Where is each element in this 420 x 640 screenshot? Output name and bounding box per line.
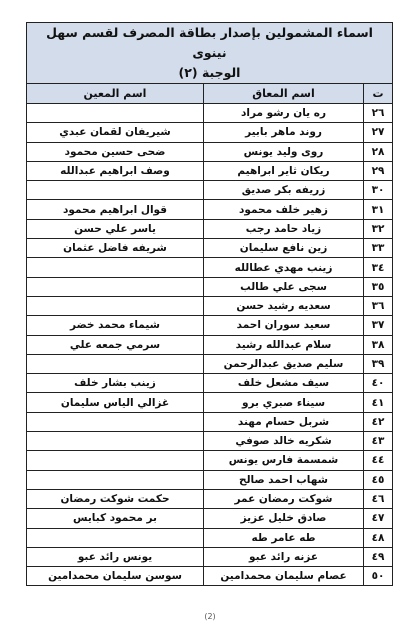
disabled-person-name: شكريه خالد صوفي xyxy=(204,432,364,451)
disabled-person-name: سعديه رشيد حسن xyxy=(204,296,364,315)
helper-name: شريفه فاضل عثمان xyxy=(27,239,204,258)
table-row xyxy=(27,374,393,393)
disabled-person-name: شربل حسام مهند xyxy=(204,412,364,431)
row-number: ٢٦ xyxy=(364,104,393,123)
table-title xyxy=(27,23,393,84)
table-row xyxy=(27,528,393,547)
disabled-person-name: شهاب احمد صالح xyxy=(204,470,364,489)
row-number: ٣٤ xyxy=(364,258,393,277)
disabled-person-name: شوكت رمضان عمر xyxy=(204,489,364,508)
disabled-person-name: عزنه رائد عبو xyxy=(204,547,364,566)
disabled-person-name: طه عامر طه xyxy=(204,528,364,547)
table-row xyxy=(27,239,393,258)
row-number: ٤٤ xyxy=(364,451,393,470)
table-row xyxy=(27,547,393,566)
helper-name xyxy=(27,451,204,470)
disabled-person-name: سجى علي طالب xyxy=(204,277,364,296)
row-number: ٣٣ xyxy=(364,239,393,258)
row-number: ٢٩ xyxy=(364,161,393,180)
row-number: ٣٦ xyxy=(364,296,393,315)
helper-name xyxy=(27,412,204,431)
table-row xyxy=(27,567,393,586)
helper-name xyxy=(27,258,204,277)
table-row xyxy=(27,354,393,373)
disabled-person-name: عصام سليمان محمدامين xyxy=(204,567,364,586)
helper-name xyxy=(27,432,204,451)
disabled-person-name: ره يان رشو مراد xyxy=(204,104,364,123)
helper-name: شيريفان لقمان عبدي xyxy=(27,123,204,142)
row-number: ٤٧ xyxy=(364,509,393,528)
table-row xyxy=(27,393,393,412)
helper-name: زينب بشار خلف xyxy=(27,374,204,393)
disabled-person-name: سليم صديق عبدالرحمن xyxy=(204,354,364,373)
row-number: ٤٠ xyxy=(364,374,393,393)
row-number: ٤١ xyxy=(364,393,393,412)
row-number: ٤٩ xyxy=(364,547,393,566)
row-number: ٤٥ xyxy=(364,470,393,489)
row-number: ٢٧ xyxy=(364,123,393,142)
helper-name: سرمي جمعه علي xyxy=(27,335,204,354)
disabled-person-name: سلام عبدالله رشيد xyxy=(204,335,364,354)
document-page xyxy=(27,22,393,586)
disabled-person-name: سعيد سوران احمد xyxy=(204,316,364,335)
table-body xyxy=(27,104,393,586)
helper-name xyxy=(27,277,204,296)
helper-name xyxy=(27,104,204,123)
header-helper: اسم المعين xyxy=(27,84,204,104)
table-row xyxy=(27,432,393,451)
disabled-person-name: روى وليد يونس xyxy=(204,142,364,161)
page-number: (2) xyxy=(204,612,216,621)
disabled-person-name: سيناء صبري برو xyxy=(204,393,364,412)
helper-name: قوال ابراهيم محمود xyxy=(27,200,204,219)
row-number: ٤٣ xyxy=(364,432,393,451)
disabled-person-name: سيف مشعل خلف xyxy=(204,374,364,393)
header-person: اسم المعاق xyxy=(204,84,364,104)
table-row xyxy=(27,200,393,219)
disabled-person-name: زهير خلف محمود xyxy=(204,200,364,219)
table-row xyxy=(27,489,393,508)
row-number: ٣٢ xyxy=(364,219,393,238)
title-line-1: اسماء المشمولين بإصدار بطاقة المصرف لقسم سهل نينوى xyxy=(46,25,373,60)
table-row xyxy=(27,142,393,161)
row-number: ٣٩ xyxy=(364,354,393,373)
helper-name: يونس رائد عبو xyxy=(27,547,204,566)
disabled-person-name: صادق خليل عزيز xyxy=(204,509,364,528)
table-row xyxy=(27,316,393,335)
row-number: ٣٠ xyxy=(364,181,393,200)
row-number: ٤٨ xyxy=(364,528,393,547)
row-number: ٣٨ xyxy=(364,335,393,354)
row-number: ٣١ xyxy=(364,200,393,219)
disabled-person-name: زينب مهدي عطالله xyxy=(204,258,364,277)
helper-name: حكمت شوكت رمضان xyxy=(27,489,204,508)
helper-name xyxy=(27,296,204,315)
helper-name xyxy=(27,354,204,373)
helper-name xyxy=(27,528,204,547)
helper-name: بر محمود كبايس xyxy=(27,509,204,528)
helper-name xyxy=(27,181,204,200)
table-row xyxy=(27,296,393,315)
table-row xyxy=(27,161,393,180)
helper-name: سوسن سليمان محمدامين xyxy=(27,567,204,586)
row-number: ٥٠ xyxy=(364,567,393,586)
row-number: ٤٦ xyxy=(364,489,393,508)
row-number: ٢٨ xyxy=(364,142,393,161)
table-row xyxy=(27,509,393,528)
disabled-person-name: روند ماهر بابير xyxy=(204,123,364,142)
helper-name: ضحى حسين محمود xyxy=(27,142,204,161)
table-row xyxy=(27,470,393,489)
table-row xyxy=(27,335,393,354)
disabled-person-name: زين نافع سليمان xyxy=(204,239,364,258)
disabled-person-name: زياد حامد رجب xyxy=(204,219,364,238)
table-row xyxy=(27,412,393,431)
row-number: ٤٢ xyxy=(364,412,393,431)
table-row xyxy=(27,258,393,277)
header-num: ت xyxy=(364,84,393,104)
table-row xyxy=(27,451,393,470)
title-line-2: الوجبة (٢) xyxy=(178,65,241,80)
table-row xyxy=(27,123,393,142)
table-row xyxy=(27,277,393,296)
helper-name: شيماء محمد خضر xyxy=(27,316,204,335)
row-number: ٣٥ xyxy=(364,277,393,296)
disabled-person-name: زريفه بكر صديق xyxy=(204,181,364,200)
disabled-person-name: شمسمة فارس يونس xyxy=(204,451,364,470)
helper-name: وصف ابراهيم عبدالله xyxy=(27,161,204,180)
helper-name xyxy=(27,470,204,489)
row-number: ٣٧ xyxy=(364,316,393,335)
disabled-person-name: ريكان ثاير ابراهيم xyxy=(204,161,364,180)
table-row xyxy=(27,181,393,200)
table-row xyxy=(27,219,393,238)
helper-name: غزالي الياس سليمان xyxy=(27,393,204,412)
beneficiaries-table xyxy=(26,22,393,586)
table-row xyxy=(27,104,393,123)
helper-name: ياسر علي حسن xyxy=(27,219,204,238)
